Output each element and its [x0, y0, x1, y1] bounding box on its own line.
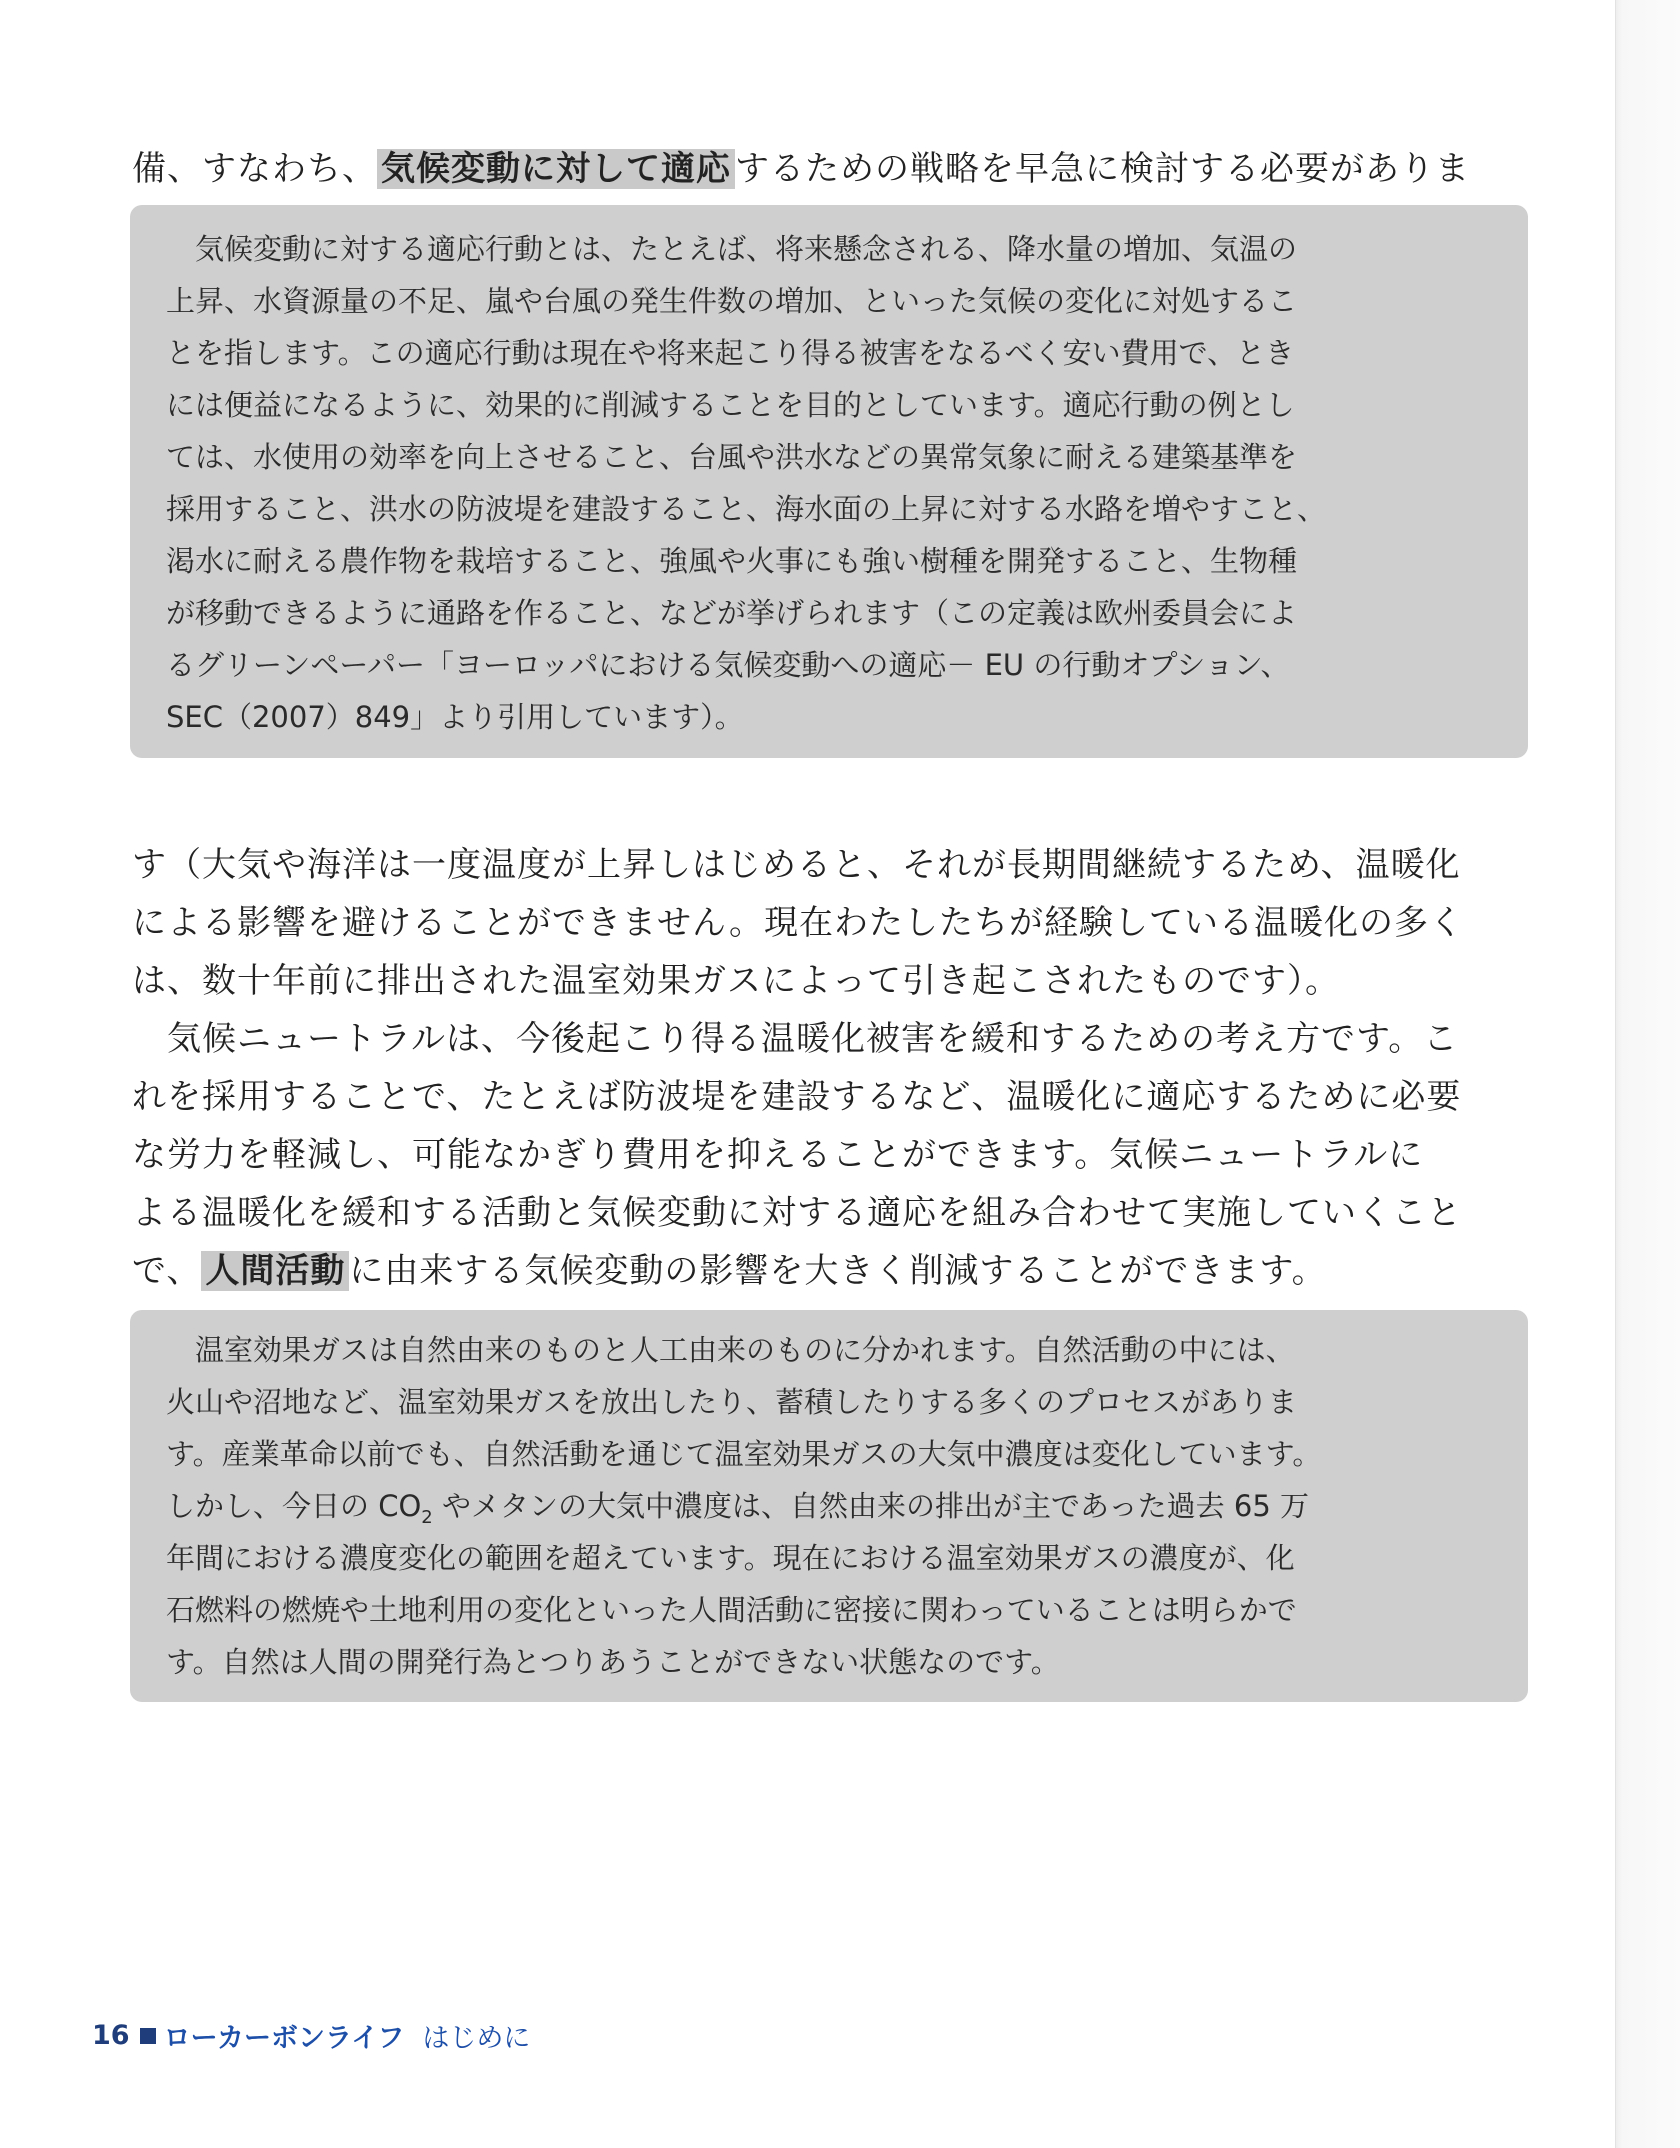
box-line: ては、水使用の効率を向上させること、台風や洪水などの異常気象に耐える建築基準を — [166, 440, 1298, 474]
body-line — [132, 140, 1532, 198]
info-box-greenhouse-gas — [130, 1310, 1528, 1702]
highlighted-term: 気候変動に対して適応 — [377, 149, 735, 189]
box-text: やメタンの大気中濃度は、自然由来の排出が主であった過去 65 万 — [432, 1489, 1310, 1523]
chapter-title: はじめに — [422, 2023, 531, 2054]
page-footer — [92, 2016, 530, 2055]
square-bullet-icon — [140, 2028, 156, 2044]
box-line: す。自然は人間の開発行為とつりあうことができない状態なのです。 — [166, 1645, 1060, 1679]
box-line: 火山や沼地など、温室効果ガスを放出したり、蓄積したりする多くのプロセスがありま — [166, 1385, 1298, 1419]
body-text: に由来する気候変動の影響を大きく削減することができます。 — [349, 1251, 1327, 1291]
box-line: るグリーンペーパー「ヨーロッパにおける気候変動への適応－ EU の行動オプション、 — [166, 648, 1290, 682]
box-line: SEC（2007）849」より引用しています）。 — [166, 700, 744, 734]
body-line: 気候ニュートラルは、今後起こり得る温暖化被害を緩和するための考え方です。こ — [132, 1019, 1459, 1059]
body-line: す（大気や海洋は一度温度が上昇しはじめると、それが長期間継続するため、温暖化 — [132, 845, 1461, 885]
box-line: 年間における濃度変化の範囲を超えています。現在における温室効果ガスの濃度が、化 — [166, 1541, 1295, 1575]
box-line: 温室効果ガスは自然由来のものと人工由来のものに分かれます。自然活動の中には、 — [166, 1333, 1295, 1367]
box-text: しかし、今日の CO — [166, 1489, 422, 1523]
body-line: な労力を軽減し、可能なかぎり費用を抑えることができます。気候ニュートラルに — [132, 1135, 1424, 1175]
body-text: するための戦略を早急に検討する必要がありま — [735, 149, 1470, 189]
box-line: 石燃料の燃焼や土地利用の変化といった人間活動に密接に関わっていることは明らかで — [166, 1593, 1297, 1627]
body-line: れを採用することで、たとえば防波堤を建設するなど、温暖化に適応するために必要 — [132, 1077, 1462, 1117]
box-line: 気候変動に対する適応行動とは、たとえば、将来懸念される、降水量の増加、気温の — [166, 232, 1298, 266]
box-line: が移動できるように通路を作ること、などが挙げられます（この定義は欧州委員会によ — [166, 596, 1298, 630]
page-number: 16 — [92, 2020, 130, 2051]
body-text: で、 — [132, 1251, 202, 1291]
box-line: 採用すること、洪水の防波堤を建設すること、海水面の上昇に対する水路を増やすこと、 — [166, 492, 1327, 526]
book-title: ローカーボンライフ — [163, 2023, 405, 2054]
body-line: よる温暖化を緩和する活動と気候変動に対する適応を組み合わせて実施していくこと — [132, 1193, 1462, 1233]
subscript: 2 — [421, 1506, 433, 1528]
body-line — [132, 1242, 1532, 1300]
box-line: とを指します。この適応行動は現在や将来起こり得る被害をなるべく安い費用で、とき — [166, 336, 1295, 370]
body-text: 備、すなわち、 — [132, 149, 377, 189]
page-edge — [1615, 0, 1680, 2148]
box-line: 渇水に耐える農作物を栽培すること、強風や火事にも強い樹種を開発すること、生物種 — [166, 544, 1298, 578]
body-line: は、数十年前に排出された温室効果ガスによって引き起こされたものです）。 — [132, 961, 1340, 1001]
box-line: す。産業革命以前でも、自然活動を通じて温室効果ガスの大気中濃度は変化しています。 — [166, 1437, 1322, 1471]
definition-box-adaptation — [130, 205, 1528, 758]
highlighted-term: 人間活動 — [201, 1251, 349, 1291]
body-line: による影響を避けることができません。現在わたしたちが経験している温暖化の多く — [132, 903, 1465, 943]
box-line: 上昇、水資源量の不足、嵐や台風の発生件数の増加、といった気候の変化に対処するこ — [166, 284, 1298, 318]
box-line: には便益になるように、効果的に削減することを目的としています。適応行動の例とし — [166, 388, 1295, 422]
